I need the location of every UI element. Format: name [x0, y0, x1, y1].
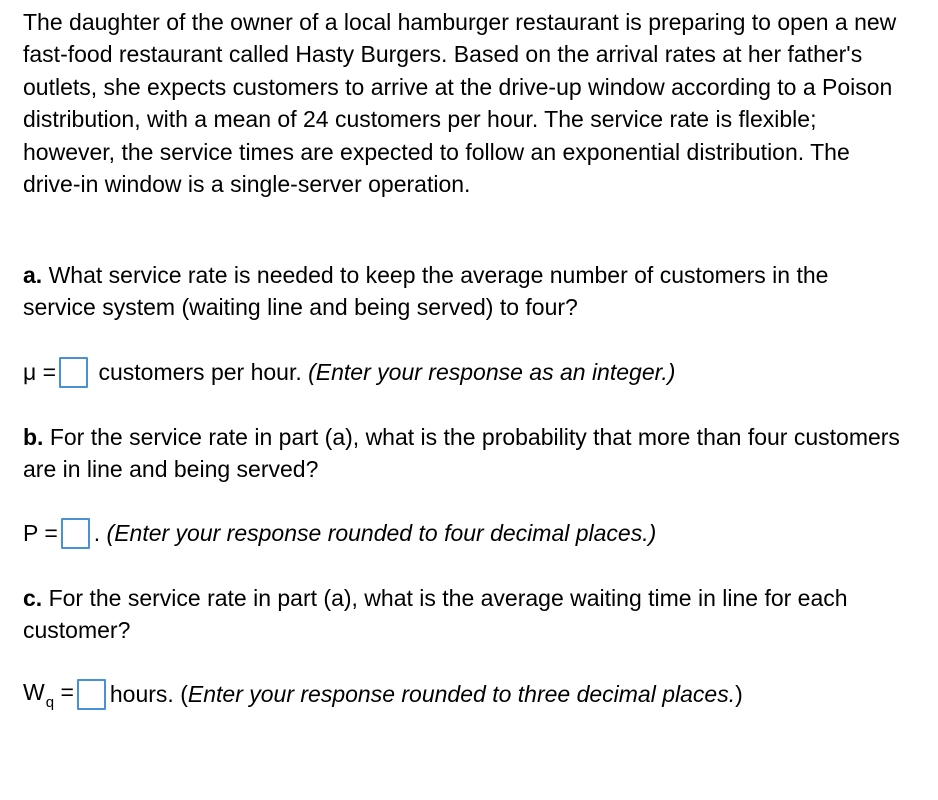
part-a-question: [23, 259, 903, 324]
part-b-question-text: For the service rate in part (a), what is the probability that more than four customers are in line and being served?: [23, 424, 900, 483]
p-symbol: P =: [23, 519, 58, 546]
part-c-question-text: For the service rate in part (a), what is the average waiting time in line for each customer?: [23, 585, 848, 644]
part-c-answer-line: [23, 677, 743, 711]
part-a-answer-line: [23, 355, 675, 389]
wq-symbol-main: W: [23, 678, 45, 705]
part-c-question: [23, 582, 903, 647]
part-c-label: c.: [23, 585, 43, 611]
problem-statement: The daughter of the owner of a local hamburger restaurant is preparing to open a new fast-food restaurant called Hasty Burgers. Based on the arrival rates at her father's outlets, she expects customers to arrive at the drive-up window according to a Poison distribution, with a mean of 24 customers per hour. The service rate is flexible; however, the service times are expected to follow an exponential distribution. The drive-in window is a single-server operation.: [23, 9, 897, 198]
part-a-answer-input[interactable]: [59, 357, 88, 388]
part-a-instruction: (Enter your response as an integer.): [308, 358, 676, 385]
part-b-label: b.: [23, 424, 44, 450]
part-b-answer-line: [23, 516, 656, 550]
part-c-instruction-close: ): [735, 680, 743, 707]
part-a-label: a.: [23, 262, 43, 288]
wq-symbol: [23, 676, 74, 712]
wq-equals: =: [54, 678, 74, 705]
part-a-question-text: What service rate is needed to keep the average number of customers in the service system (waiting line and being served) to four?: [23, 262, 829, 321]
part-c-instruction-open: (: [180, 680, 188, 707]
part-a-unit: customers per hour.: [98, 358, 302, 385]
part-b-answer-input[interactable]: [61, 518, 90, 549]
part-b-instruction: (Enter your response rounded to four decimal places.): [106, 519, 657, 546]
part-c-unit: hours.: [109, 680, 174, 707]
part-b-question: [23, 421, 903, 486]
part-b-period: .: [93, 519, 101, 546]
part-c-answer-input[interactable]: [77, 679, 106, 710]
mu-symbol: μ =: [23, 358, 57, 385]
part-c-instruction: Enter your response rounded to three decimal places.: [187, 680, 736, 707]
wq-symbol-subscript: q: [45, 693, 55, 711]
